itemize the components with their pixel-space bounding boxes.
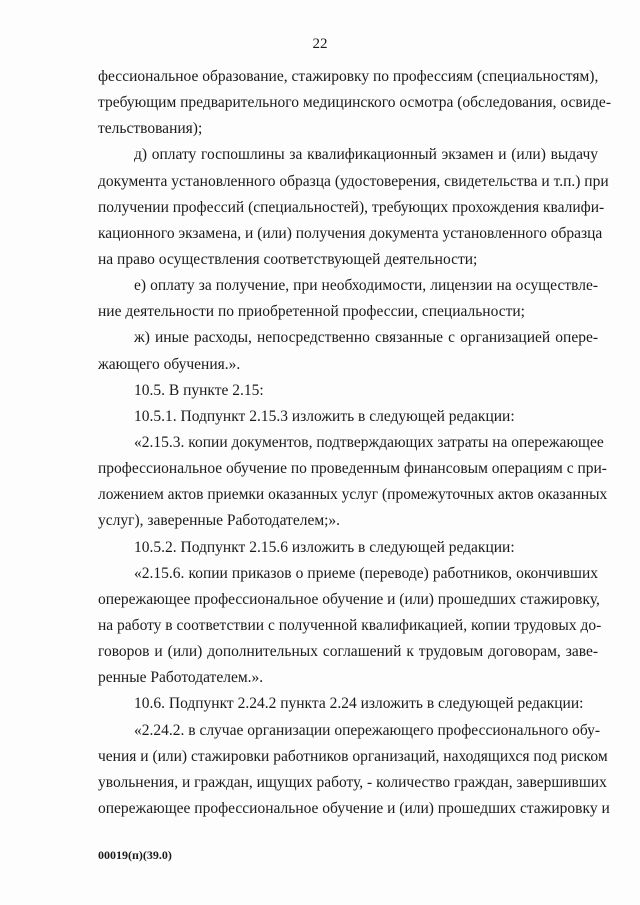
- text-line: «2.24.2. в случае организации опережающего профессионального обу-: [134, 721, 601, 739]
- page-number: 22: [312, 36, 328, 52]
- text-line: д) оплату госпошлины за квалификационный экзамен и (или) выдачу: [134, 146, 598, 164]
- text-line: увольнения, и граждан, ищущих работу, - количество граждан, завершивших: [98, 773, 607, 791]
- text-line: 10.5. В пункте 2.15:: [134, 381, 264, 399]
- text-line: ложением актов приемки оказанных услуг (промежуточных актов оказанных: [98, 486, 608, 504]
- text-line: «2.15.3. копии документов, подтверждающих затраты на опережающее: [134, 433, 604, 451]
- text-line: услуг), заверенные Работодателем;».: [98, 512, 341, 530]
- text-line: требующим предварительного медицинского осмотра (обследования, освиде-: [98, 94, 611, 112]
- text-line: чения и (или) стажировки работников организаций, находящихся под риском: [98, 747, 608, 765]
- text-line: документа установленного образца (удостоверения, свидетельства и т.п.) при: [98, 172, 609, 190]
- text-line: ренные Работодателем.».: [98, 669, 264, 687]
- text-line: 10.5.1. Подпункт 2.15.3 изложить в следующей редакции:: [134, 407, 515, 425]
- text-line: на работу в соответствии с полученной квалификацией, копии трудовых до-: [98, 616, 602, 634]
- text-line: жающего обучения.».: [98, 355, 241, 373]
- text-line: получении профессий (специальностей), требующих прохождения квалифи-: [98, 198, 605, 216]
- text-line: ние деятельности по приобретенной профессии, специальности;: [98, 303, 525, 321]
- text-line: на право осуществления соответствующей деятельности;: [98, 250, 478, 268]
- text-line: е) оплату за получение, при необходимости, лицензии на осуществле-: [134, 277, 598, 295]
- text-line: кационного экзамена, и (или) получения документа установленного образца: [98, 224, 603, 242]
- text-line: опережающее профессиональное обучение и (или) прошедших стажировку,: [98, 590, 600, 608]
- text-line: 10.5.2. Подпункт 2.15.6 изложить в следующей редакции:: [134, 538, 515, 556]
- text-line: говоров и (или) дополнительных соглашений к трудовым договорам, заве-: [98, 643, 598, 661]
- text-line: опережающее профессиональное обучение и (или) прошедших стажировку и: [98, 799, 610, 817]
- text-line: профессиональное обучение по проведенным финансовым операциям с при-: [98, 460, 607, 478]
- text-line: тельствования);: [98, 120, 203, 138]
- document-body: [98, 64, 611, 822]
- text-line: «2.15.6. копии приказов о приеме (переводе) работников, окончивших: [134, 564, 598, 582]
- document-code: 00019(п)(39.0): [98, 848, 172, 862]
- text-line: 10.6. Подпункт 2.24.2 пункта 2.24 изложить в следующей редакции:: [134, 695, 584, 713]
- text-line: фессиональное образование, стажировку по профессиям (специальностям),: [98, 68, 599, 85]
- text-line: ж) иные расходы, непосредственно связанные с организацией опере-: [134, 329, 598, 347]
